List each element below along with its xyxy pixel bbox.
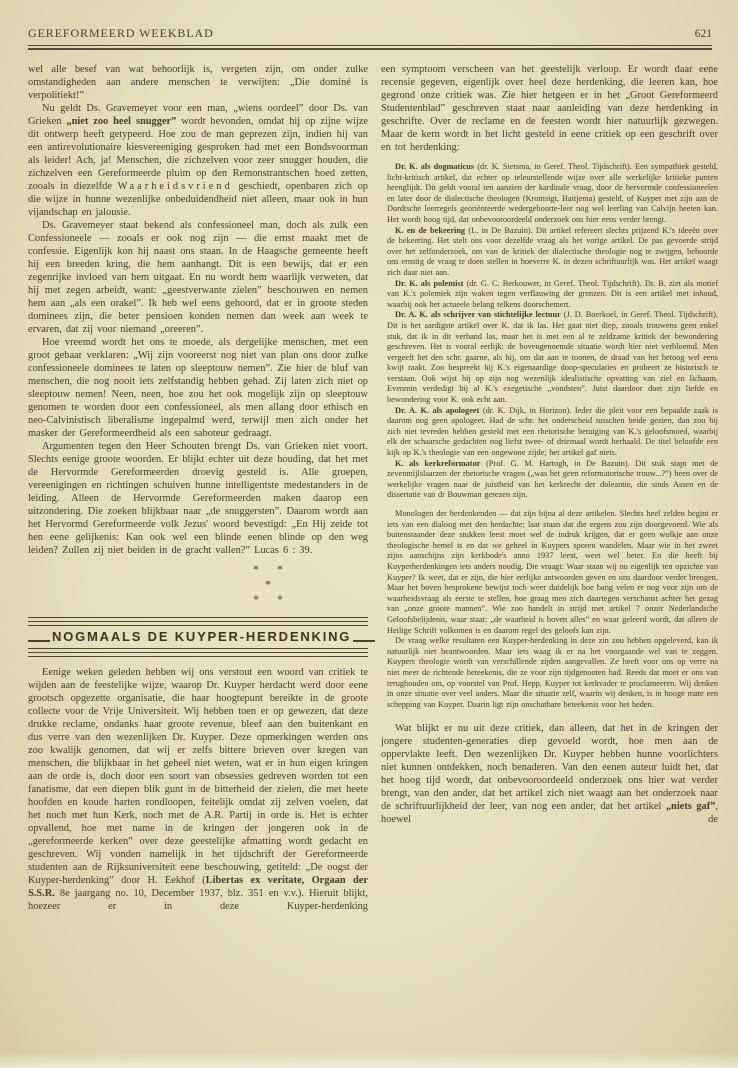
left-column [28,63,368,913]
review-item [387,226,718,279]
scan-edge-artifact [0,1052,738,1068]
rule-thin [28,45,712,46]
review-lead: K. als kerkreformator [395,458,481,468]
review-text: (dr. G. C. Berkouwer, in Geref. Theol. Tijdschrift). Dr. B. ziet als motief van K.'s polemiek zijn waken tegen verflauwing der grenzen. Dit is een artikel met inhoud, waarbij ook het actueele belang telkens doorschemert. [387,278,718,309]
review-item [387,310,718,405]
heading-row [28,629,368,644]
review-lead: Dr. A. K. als schrijver van stichtelijke lectuur [395,310,561,320]
spacer [381,710,718,722]
paragraph: Nu geldt Ds. Gravemeyer voor een man, „wiens oordeel” door Ds. van Grieken „niet zoo heel snugger” wordt bevonden, omdat hij op zijne wijze dit ontwerp heeft getypeerd. Hoe zou de man geprezen zijn, indien hij van een antirevolutionaire kiesvereeniging gesproken had met een Bondsvoorman als leider! Ach, ja! Menschen, die zichzelven voor zeer snugger houden, die zichzelven een Gereformeerde pluim op den Remonstrantschen hoed zetten, zooals in diezelfde Waarheidsvriend geschiedt, openbaren zich op die wijze in hunne wezenlijke onbeduidendheid niet alleen, maar ook in hun vijandschap en jalousie. [28,103,368,218]
review-lead: Dr. K. als polemist [395,278,464,288]
paragraph: wel alle besef van wat behoorlijk is, vergeten zijn, om onder zulke omstandigheden aan andere menschen te verwijten: „Die dominé is verpolitiekt!” [28,64,368,101]
asterisk-divider-ornament [226,562,310,607]
article-title: NOGMAALS DE KUYPER-HERDENKING [52,629,352,644]
paragraph: Eenige weken geleden hebben wij ons verstout een woord van critiek te wijden aan de feestelijke wijze, waarop Dr. Kuyper herdacht werd door eene grootsch opgezette organisatie, die haar hoogtepunt bereikte in de groote collecte voor de Vrije Universiteit. Wij hebben toen er op gewezen, dat deze drukke reclame, ondanks haar groote revenue, bleef aan den buitenkant en dus verre van den wezenlijken Dr. Kuyper. Deze opmerkingen werden ons zoo kwalijk genomen, dat wij er zelfs bittere brieven over kregen van menschen, die blijkbaar in het geheel niet weten, wat er in hun eigen kringen aan de orde is, doch door een soort van obsessies gedreven worden tot een fanatisme, dat een diepen blik gunt in de bitterheid der zielen, die met heete hoofden en koude harten rondloopen, feitelijk omdat zij zelven voelen, dat het noch met hun Kerk, noch met de A.R. Partij in orde is. Het is echter opvallend, hoe met name in de kringen der jongeren ook in de „gereformeerde kerken” over deze geestelijke afmatting wordt gedacht en geschreven. Wij vonden namelijk in het tijdschrift der Gereformeerde studenten aan de Rijksuniversiteit eene beschouwing, getiteld: „De oogst der Kuyper-herdenking” door H. Eekhof (Libertas ex veritate, Orgaan der S.S.R. 8e jaargang no. 10, December 1937, blz. 351 en v.v.). Hieruit blijkt, hoezeer er in deze Kuyper-herdenking [28,667,368,912]
review-item [387,162,718,226]
ornament-row: * * [253,592,283,606]
review-text: (dr. K. Sietsma, in Geref. Theol. Tijdschrift). Een sympathiek gesteld, licht-kritisch artikel, dat echter op teleurstellende wijze over alle werkelijke kritieke punten heenglijdt. Dit geldt vooral ten aanzien der kardinale vraag, door de hervormde confessioneelen en later door de dialectische theologen (Kromsigt, Haitjema) gesteld, of Kuyper met zijn aan de Dordtsche leerregels georiënteerde wedergeboorte-leer nog wel leerling van Calvijn heeten kan. Het wordt hoog tijd, dat onbevooroordeeld onderzoek ons hier eens verder brengt. [387,162,718,224]
paragraph: een symptoom verscheen van het geestelijk verloop. Er wordt daar eene recensie gegeven, eigenlijk over heel deze herdenking, die leeren kan, hoe gegrond onze critiek was. Zie hier hetgeen er in het „Groot Gereformeerd Studentenblad” geschreven staat naar aanleiding van deze herdenking in geschrifte. Over de reclame en de feesten wordt hier natuurlijk gezwegen. Maar de kern wordt in het licht gesteld in eene critiek op een geschrift over en tot herdenking: [381,64,718,153]
spacer [387,501,718,509]
heading-rule [28,621,368,622]
page-number: 621 [694,28,712,40]
review-text: (Prof. G. M. Hartogh, in De Bazuin). Dit stuk stapt met de zevenmijlslaarzen der rhetorische vragen („was het geen reformatorische trouw...?”) heen over de werkelijke vragen naar de juistheid van het kerkrecht der doleantie, die sinds Assen en de dissertatie van dr Bouwman gerezen zijn. [387,458,718,500]
review-item [387,279,718,311]
heading-rule [28,656,368,657]
ornament-row: * [265,577,271,591]
paragraph: Monologen der herdenkenden — dat zijn bijna al deze artikelen. Slechts heel zelden begint er iets van een dialoog met den herdachte; laat staan dat die ergens zou zijn doorgevoerd. Wie als buitenstaander deze stukken leest moet wel de indruk krijgen, dat er geen wolkje aan onze theologische hemel is en dat we geheel in Kuypers sporen wandelen. Maar wie in het zweet zijns aanschijns zijn kerkbode's anno 1937 leest, weet wel beter. En die heeft bij Kuyperherdenkingen iets anders noodig. Die vraagt: Waar staan wij nu eigenlijk ten opzichte van Kuyper? Ik weet, dat er zijn, die hier eerlijke antwoorden geven en ons daardoor verder brengen. Maar het boven besprokene bewijst toch weer duidelijk hoe bang velen er nog voor zijn om de waarheidsvraag als eerste te stellen, hoe graag men zich daartegen verschanst achter het gezag van „onze groote mannen”. Wie zoo handelt in strijd met artikel 7 onzer Nederlandsche Geloofsbelijdenis, waar staat: „de waarheid is boven alles” en waar geleerd wordt, dat alleen de Heilige Schrift volkomen is en daarom regel des geloofs kan zijn. [387,509,718,635]
heading-rule [28,617,368,618]
masthead [28,26,712,41]
heading-flank-rule [28,640,50,642]
heading-rule [28,648,368,649]
rule-thick [28,48,712,50]
review-text: (J. D. Boerkoel, in Geref. Theol. Tijdschrift). Dit is het aardigste artikel over K. dat ik las. Het gaat niet diep, zooals trouwens geen enkel stuk, dat ik in dit verband las, maar het is met een al te zeldzame kritiek der bewondering geschreven. Het is vooral eerlijk: de bovengenoemde situatie wordt hier niet verbloemd. Men vergeeft het den schr. gaarne, als hij, om dat aan te toonen, de draad van het betoog wel eens kwijt raakt. Zoo bespreekt hij K.'s eigenaardige doop-speculaties en probeert ze historisch te verstaan. Ook wijst hij op zijn nog wezenlijk idealistische opvatting van ziel en lichaam. Evenmin verdedigt hij al K.'s exegetische „vondsten”. Juist daardoor doet zijn liefde en bewondering voor K. ook echt aan. [387,310,718,405]
paragraph: Argumenten tegen den Heer Schouten brengt Ds. van Grieken niet voort. Slechts eenige groote woorden. Er blijkt echter uit deze houding, dat het met de Hervormde Gereformeerden droevig gesteld is. Alle groepen, vereenigingen en richtingen schuiven hunne intelligentste medestanders in de leiding. Alleen de Hervormde Gereformeerden maken daarop een uitzondering. Die zoeken blijkbaar naar „de snuggersten”. Daarom wordt aan het Hervormd Gereformeerde volk Jezus' woord bevestigd: „En Hij zeide tot hen eene gelijkenis: Kan ook wel een blinde eenen blinde op den weg leiden? Zullen zij niet beiden in de gracht vallen?” Lucas 6 : 39. [28,441,368,556]
article-heading-block [28,617,368,657]
review-text: (dr. K. Dijk, in Horizon). Ieder die pleit voor een bepaalde zaak is daarom nog geen apologeet. Had de schr. het onderscheid tusschen beide gezien, dan zou hij zich niet tevreden hebben gesteld met een rhetorische betuiging van K.'s geloofsmoed, waarbij elk der schaarsche gedachten nog liefst twee- of driemaal wordt herhaald. De titel beloofde een kijk op K.'s theologie van een ongewone zijde; het artikel gaf niets. [387,405,718,458]
paragraph: Ds. Gravemeyer staat bekend als confessioneel man, doch als zulk een Confessioneele — zooals er ook nog zijn — die ernst maakt met de confessie. Eigenlijk kon hij naast ons staan. In de Haagsche gemeente heeft hij een breeden kring, die hem aanhangt. Dit is een bewijs, dat er een zegenrijke invloed van hem uitgaat. En nu wordt hem waarlijk verweten, dat hij met zegen arbeidt, want: „geestverwante zielen” beschouwen en nemen hem aan „als een orakel”. Ik heb wel eens gehoord, dat er in groote steden dominees zijn, die beter pensioen konden nemen dan week aan week te ervaren, dat zij voor niemand „oreeren”. [28,220,368,335]
right-column [381,63,718,826]
publication-title: GEREFORMEERD WEEKBLAD [28,26,214,40]
review-item [387,459,718,501]
review-item [387,406,718,459]
review-text: (L. in De Bazuin). Dit artikel refereert slechts prijzend K.'s ideeën over de bekeering. Het stelt ons voor dezelfde vraag als het vorige artikel. De pas gevoerde strijd over het zelfonderzoek, om van de kritiek der dialectische theologie nog te zwijgen, behoorde ons ernstig de vraag te doen stellen in hoeverre K. in dezen schriftuurlijk was. Het artikel waagt zich daar niet aan. [387,225,718,277]
spacer [381,154,718,162]
review-lead: Dr. A. K. als apologeet [395,405,480,415]
review-lead: Dr. K. als dogmaticus [395,162,475,171]
heading-rule [28,652,368,653]
heading-rule [28,625,368,626]
review-lead: K. en de bekeering [395,225,466,235]
review-list [381,162,718,710]
paragraph: Hoe vreemd wordt het ons te moede, als dergelijke menschen, met een groot gebaar verklaren: „Wij zijn vooreerst nog niet van plan ons door zulke confessioneele dominees te laten op sleeptouw nemen”. Zie hier de bluf van menschen, die nog nooit iets zelfstandig hebben gehad. Zij laten zich niet op sleeptouw nemen! Neen, neen, hoe zou het ook mogelijk zijn op sleeptouw genomen te worden door een confessioneel, als men allang door ethisch en neo-Calvinistisch liberalisme ingepalmd werd, terwijl men zich onder het masker der Gereformeerdheid als een saboteur gedraagt. [28,337,368,439]
heading-flank-rule [353,640,375,642]
masthead-double-rule [28,45,712,50]
paragraph: Wat blijkt er nu uit deze critiek, dan alleen, dat het in de kringen der jongere studenten-generaties diep gevoeld wordt, hoe men aan de oppervlakte leeft. Den wezenlijken Dr. Kuyper hebben hunne voorlichters niet kunnen ontdekken, noch benaderen. Van den eenen auteur luidt het, dat het hoog tijd wordt, dat onbevooroordeeld onderzoek ons hier wat verder brengt, van den ander, dat het artikel zich niet waagt aan het onderzoek naar de schriftuurlijkheid der leer, van nog een ander, dat het artikel „niets gaf”, hoewel de [381,723,719,826]
paragraph: De vraag welke resultaten een Kuyper-herdenking in deze zin zou hebben opgeleverd, kan ik natuurlijk niet beantwoorden. Maar iets waag ik er na het voorgaande wel van te zeggen. Kuypers theologie wordt van verschillende zijden aangevallen. Ze heeft voor ons op verre na niet meer de richtende beteekenis, die ze voor zijn tijdgenooten had. Reeds dat moet er ons van terughouden om, op voorstel van Prof. Hepp, Kuyper tot kerkvader te proclameeren. Wij denken in onze situatie over veel anders. Maar die situatie zelf, waarin wij denken, is in hooge mate een schepping van Kuyper. Daarin ligt zijn onschatbare beteekenis voor het heden. [387,636,718,709]
ornament-row: * * [253,562,283,576]
